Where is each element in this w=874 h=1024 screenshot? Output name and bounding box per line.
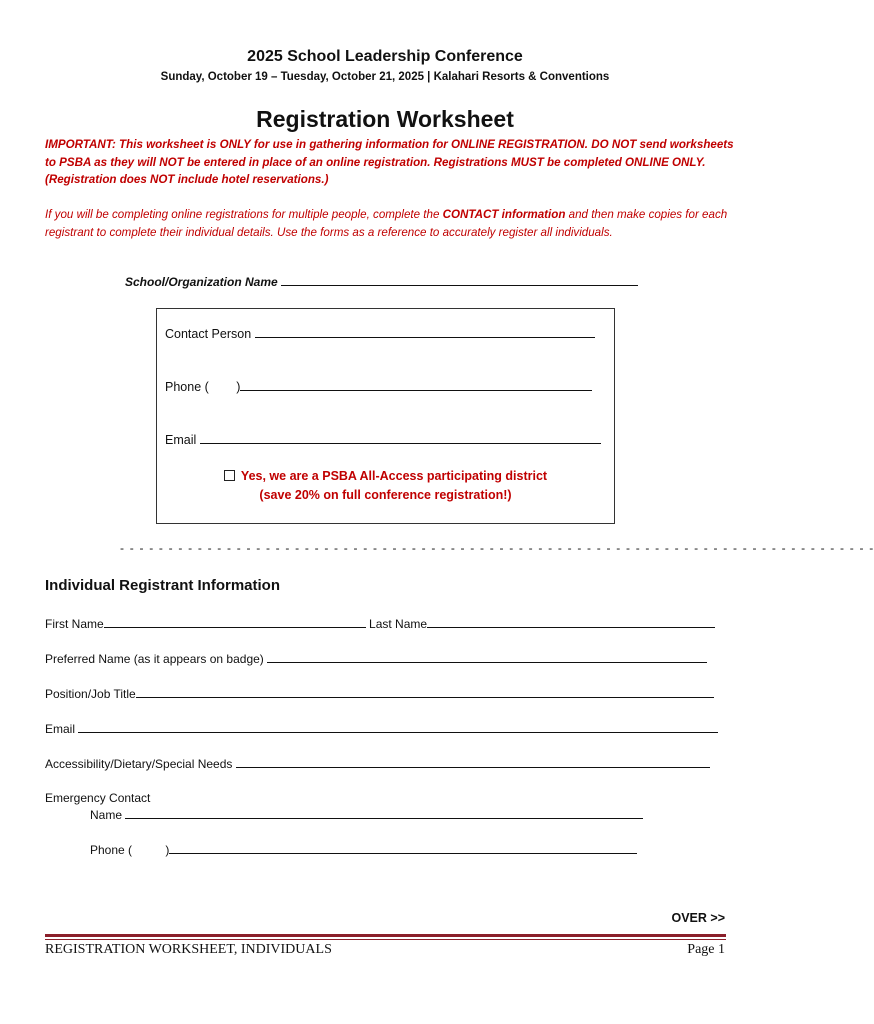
note-emphasis: CONTACT information: [442, 208, 566, 221]
registrant-email-field[interactable]: [78, 732, 718, 733]
phone-close-paren: ): [236, 380, 241, 394]
contact-person-label: Contact Person: [165, 327, 252, 341]
last-name-label: Last Name: [369, 617, 428, 631]
section-title: Individual Registrant Information: [45, 577, 281, 594]
phone-label: Phone (: [165, 380, 209, 394]
contact-person-field[interactable]: [255, 337, 595, 338]
page-number: Page 1: [687, 942, 725, 957]
preferred-name-row: [45, 652, 707, 666]
registrant-email-row: [45, 722, 718, 736]
emergency-phone-label: Phone (: [90, 843, 133, 857]
emergency-phone-field[interactable]: [169, 853, 637, 854]
all-access-checkbox[interactable]: [224, 470, 235, 481]
needs-field[interactable]: [236, 767, 710, 768]
registrant-email-label: Email: [45, 722, 76, 736]
emergency-phone-row: [90, 843, 637, 857]
preferred-name-label: Preferred Name (as it appears on badge): [45, 652, 264, 666]
footer-rule: [45, 934, 726, 937]
school-name-field[interactable]: [281, 285, 638, 286]
emergency-phone-close-paren: ): [165, 843, 170, 857]
name-row: [45, 617, 715, 631]
emergency-contact-label: Emergency Contact: [45, 791, 151, 805]
position-label: Position/Job Title: [45, 687, 136, 701]
important-notice: IMPORTANT: This worksheet is ONLY for use in gathering information for ONLINE REGISTRATION. DO NOT send worksheets to PSBA as they will NOT be entered in place of an online registration. Registrations MUST be completed ONLINE ONLY. (Registration does NOT include hotel reservations.): [45, 138, 734, 186]
all-access-savings: (save 20% on full conference registration!): [259, 488, 512, 502]
note-text-after: and then make copies for each registrant to complete their individual details. Use the forms as a reference to accurately register all individuals.: [45, 208, 728, 239]
needs-label: Accessibility/Dietary/Special Needs: [45, 757, 233, 771]
note-text-before: If you will be completing online registrations for multiple people, complete the: [45, 208, 443, 221]
emergency-name-label: Name: [90, 808, 123, 822]
needs-row: [45, 757, 710, 771]
cut-line-divider: - - - - - - - - - - - - - - - - - - - - - - - - - - - - - - - - - - - - - - - - - - - - - - - - - - - - - - - - - - - - - - - - - - - - - - - - - - - - - -: [120, 541, 874, 555]
all-access-label: Yes, we are a PSBA All-Access participating district: [240, 469, 548, 483]
footer-rule-thin: [45, 939, 726, 940]
position-row: [45, 687, 714, 701]
email-label: Email: [165, 433, 197, 447]
contact-phone-row: [165, 380, 592, 394]
footer-title: REGISTRATION WORKSHEET, INDIVIDUALS: [45, 942, 332, 957]
contact-email-field[interactable]: [200, 443, 601, 444]
multi-registration-note: [45, 206, 735, 241]
first-name-field[interactable]: [104, 627, 366, 628]
school-name-label: School/Organization Name: [125, 275, 278, 289]
conference-subtitle: Sunday, October 19 – Tuesday, October 21, 2025 | Kalahari Resorts & Conventions: [160, 71, 610, 83]
contact-person-row: [165, 327, 595, 341]
conference-title: 2025 School Leadership Conference: [247, 48, 523, 65]
emergency-name-field[interactable]: [125, 818, 643, 819]
contact-email-row: [165, 433, 601, 447]
preferred-name-field[interactable]: [267, 662, 707, 663]
position-field[interactable]: [136, 697, 714, 698]
last-name-field[interactable]: [427, 627, 715, 628]
phone-field[interactable]: [240, 390, 592, 391]
over-indicator: OVER >>: [671, 911, 725, 925]
contact-box: [156, 308, 615, 524]
emergency-name-row: [90, 808, 643, 822]
worksheet-title: Registration Worksheet: [256, 106, 514, 132]
all-access-option: [157, 467, 614, 505]
first-name-label: First Name: [45, 617, 104, 631]
school-name-row: [125, 275, 638, 289]
